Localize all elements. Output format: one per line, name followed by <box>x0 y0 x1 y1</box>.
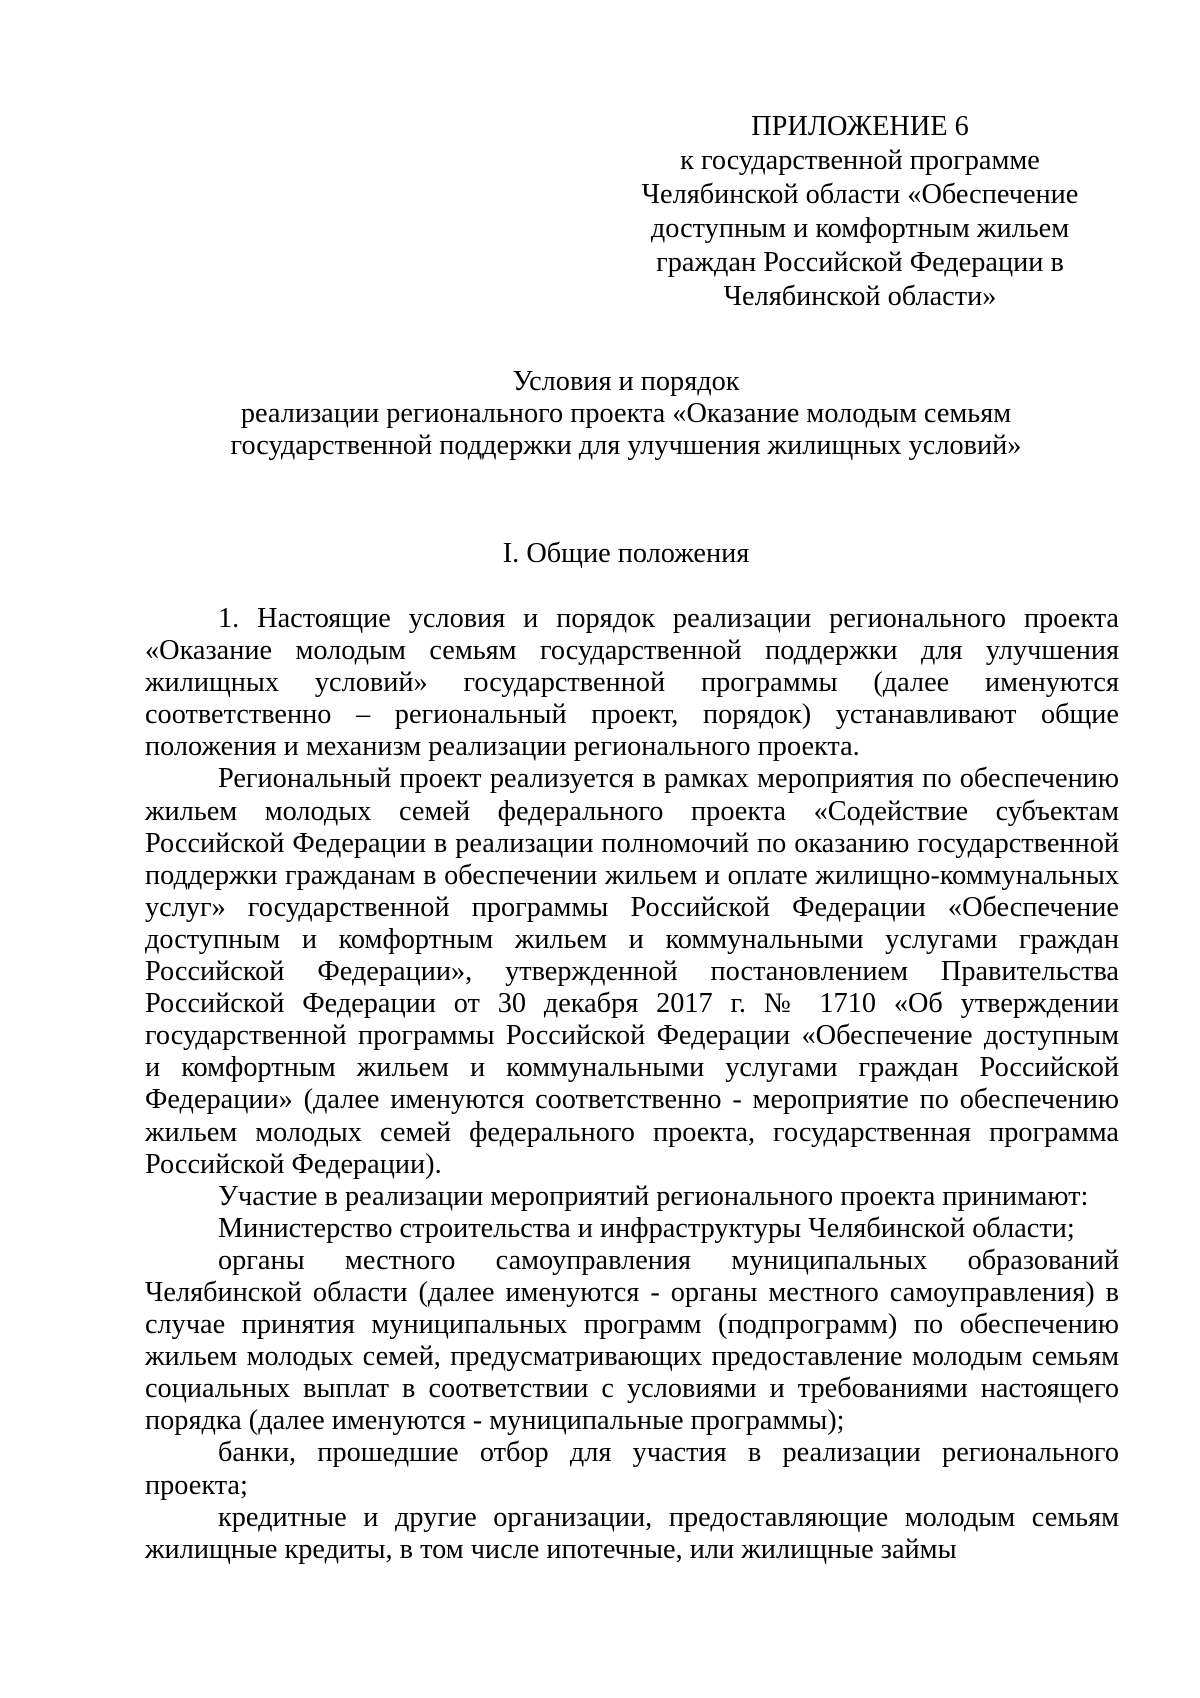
attachment-line: Челябинской области «Обеспечение <box>641 179 1079 210</box>
paragraph: Участие в реализации мероприятий регионального проекта принимают: <box>218 1180 1089 1212</box>
paragraph: органы местного самоуправления муниципальных образований Челябинской области (далее именуются - органы местного самоуправления) в случае принятия муниципальных программ (подпрограмм) по обеспечению жильем молодых семей, предусматривающих предоставление молодым семьям социальных выплат в соответствии с условиями и требованиями настоящего порядка (далее именуются - муниципальные программы); <box>145 1244 1119 1437</box>
document-title <box>146 366 1106 462</box>
document-body <box>145 603 1119 1566</box>
attachment-line: Челябинской области» <box>723 281 997 312</box>
paragraph: кредитные и другие организации, предоставляющие молодым семьям жилищные кредиты, в том числе ипотечные, или жилищные займы <box>145 1501 1119 1565</box>
attachment-line: доступным и комфортным жильем <box>650 213 1070 244</box>
paragraph: Региональный проект реализуется в рамках мероприятия по обеспечению жильем молодых семей федерального проекта «Содействие субъектам Российской Федерации в реализации полномочий по оказанию государственной поддержки гражданам в обеспечении жильем и оплате жилищно-коммунальных услуг» государственной программы Российской Федерации «Обеспечение доступным и комфортным жильем и коммунальными услугами граждан Российской Федерации», утвержденной постановлением Правительства Российской Федерации от 30 декабря 2017 г. № 1710 «Об утверждении государственной программы Российской Федерации «Обеспечение доступным и комфортным жильем и коммунальными услугами граждан Российской Федерации» (далее именуются соответственно - мероприятие по обеспечению жильем молодых семей федерального проекта, государственная программа Российской Федерации). <box>145 763 1119 1180</box>
title-line: реализации регионального проекта «Оказание молодым семьям <box>240 398 1012 429</box>
paragraph: Министерство строительства и инфраструктуры Челябинской области; <box>218 1212 1075 1244</box>
paragraph: банки, прошедшие отбор для участия в реализации регионального проекта; <box>145 1437 1119 1501</box>
attachment-number: ПРИЛОЖЕНИЕ 6 <box>751 111 969 142</box>
attachment-line: граждан Российской Федерации в <box>656 247 1064 278</box>
title-line: государственной поддержки для улучшения жилищных условий» <box>230 430 1022 461</box>
section-heading: I. Общие положения <box>502 538 750 569</box>
attachment-header <box>640 110 1080 314</box>
attachment-line: к государственной программе <box>680 145 1040 176</box>
paragraph: 1. Настоящие условия и порядок реализации регионального проекта «Оказание молодым семьям государственной поддержки для улучшения жилищных условий» государственной программы (далее именуются соответственно – региональный проект, порядок) устанавливают общие положения и механизм реализации регионального проекта. <box>145 603 1119 763</box>
title-line: Условия и порядок <box>512 366 740 397</box>
